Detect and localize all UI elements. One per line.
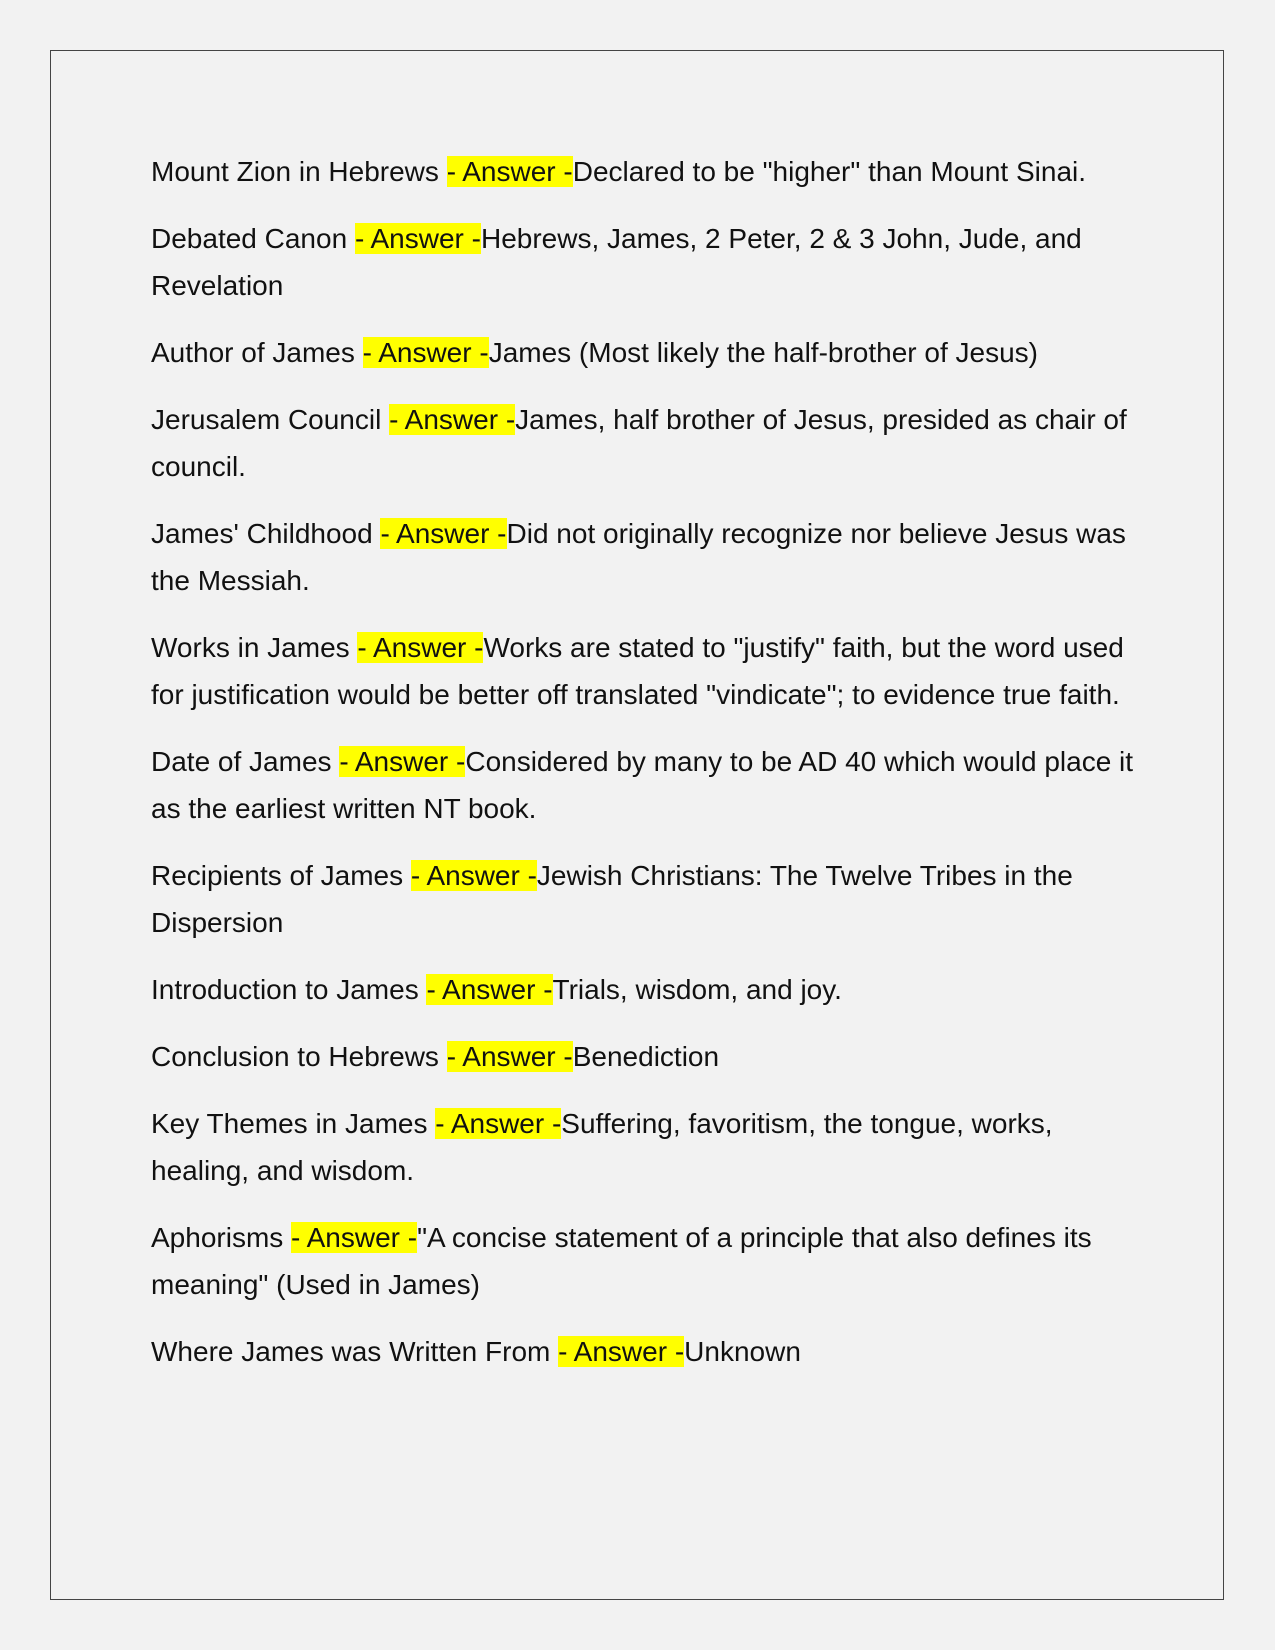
answer-separator: - Answer - bbox=[357, 632, 484, 663]
answer-text: Did not originally recognize nor believe Jesus was the Messiah. bbox=[151, 518, 1126, 596]
answer-text: James, half brother of Jesus, presided as chair of council. bbox=[151, 404, 1127, 482]
flashcard-entry bbox=[151, 738, 1141, 832]
answer-separator: - Answer - bbox=[446, 156, 573, 187]
answer-separator: - Answer - bbox=[426, 974, 553, 1005]
flashcard-entry bbox=[151, 215, 1141, 309]
flashcard-entry bbox=[151, 624, 1141, 718]
answer-separator: - Answer - bbox=[435, 1108, 562, 1139]
flashcard-entry bbox=[151, 148, 1141, 195]
term-text: Author of James bbox=[151, 337, 363, 368]
answer-text: Suffering, favoritism, the tongue, works, healing, and wisdom. bbox=[151, 1108, 1053, 1186]
term-text: Jerusalem Council bbox=[151, 404, 390, 435]
answer-separator: - Answer - bbox=[291, 1222, 418, 1253]
term-text: Conclusion to Hebrews bbox=[151, 1041, 447, 1072]
answer-text: Considered by many to be AD 40 which would place it as the earliest written NT book. bbox=[151, 746, 1134, 824]
flashcard-entry bbox=[151, 852, 1141, 946]
flashcard-entry bbox=[151, 329, 1141, 376]
answer-text: Trials, wisdom, and joy. bbox=[552, 974, 842, 1005]
answer-text: Hebrews, James, 2 Peter, 2 & 3 John, Jude, and Revelation bbox=[151, 223, 1082, 301]
answer-text: Benediction bbox=[572, 1041, 720, 1072]
answer-separator: - Answer - bbox=[389, 404, 516, 435]
flashcard-entry bbox=[151, 510, 1141, 604]
term-text: Debated Canon bbox=[151, 223, 355, 254]
answer-separator: - Answer - bbox=[380, 518, 507, 549]
flashcard-entry bbox=[151, 966, 1141, 1013]
term-text: Introduction to James bbox=[151, 974, 427, 1005]
flashcard-entry bbox=[151, 1328, 1141, 1375]
answer-text: Jewish Christians: The Twelve Tribes in the Dispersion bbox=[151, 860, 1073, 938]
term-text: Aphorisms bbox=[151, 1222, 292, 1253]
term-text: Where James was Written From bbox=[151, 1336, 559, 1367]
answer-text: James (Most likely the half-brother of Jesus) bbox=[488, 337, 1038, 368]
answer-text: "A concise statement of a principle that also defines its meaning" (Used in James) bbox=[151, 1222, 1092, 1300]
answer-separator: - Answer - bbox=[558, 1336, 685, 1367]
flashcard-entry bbox=[151, 1100, 1141, 1194]
term-text: Key Themes in James bbox=[151, 1108, 436, 1139]
answer-separator: - Answer - bbox=[410, 860, 537, 891]
flashcard-entry bbox=[151, 1214, 1141, 1308]
answer-text: Unknown bbox=[684, 1336, 801, 1367]
term-text: Recipients of James bbox=[151, 860, 411, 891]
term-text: James' Childhood bbox=[151, 518, 381, 549]
answer-text: Declared to be "higher" than Mount Sinai. bbox=[572, 156, 1087, 187]
flashcard-entry bbox=[151, 1033, 1141, 1080]
answer-separator: - Answer - bbox=[339, 746, 466, 777]
flashcard-list bbox=[151, 148, 1141, 1395]
answer-text: Works are stated to "justify" faith, but the word used for justification would be better off translated "vindicate"; to evidence true faith. bbox=[151, 632, 1124, 710]
flashcard-entry bbox=[151, 396, 1141, 490]
answer-separator: - Answer - bbox=[446, 1041, 573, 1072]
term-text: Works in James bbox=[151, 632, 358, 663]
term-text: Mount Zion in Hebrews bbox=[151, 156, 447, 187]
term-text: Date of James bbox=[151, 746, 340, 777]
answer-separator: - Answer - bbox=[354, 223, 481, 254]
answer-separator: - Answer - bbox=[362, 337, 489, 368]
